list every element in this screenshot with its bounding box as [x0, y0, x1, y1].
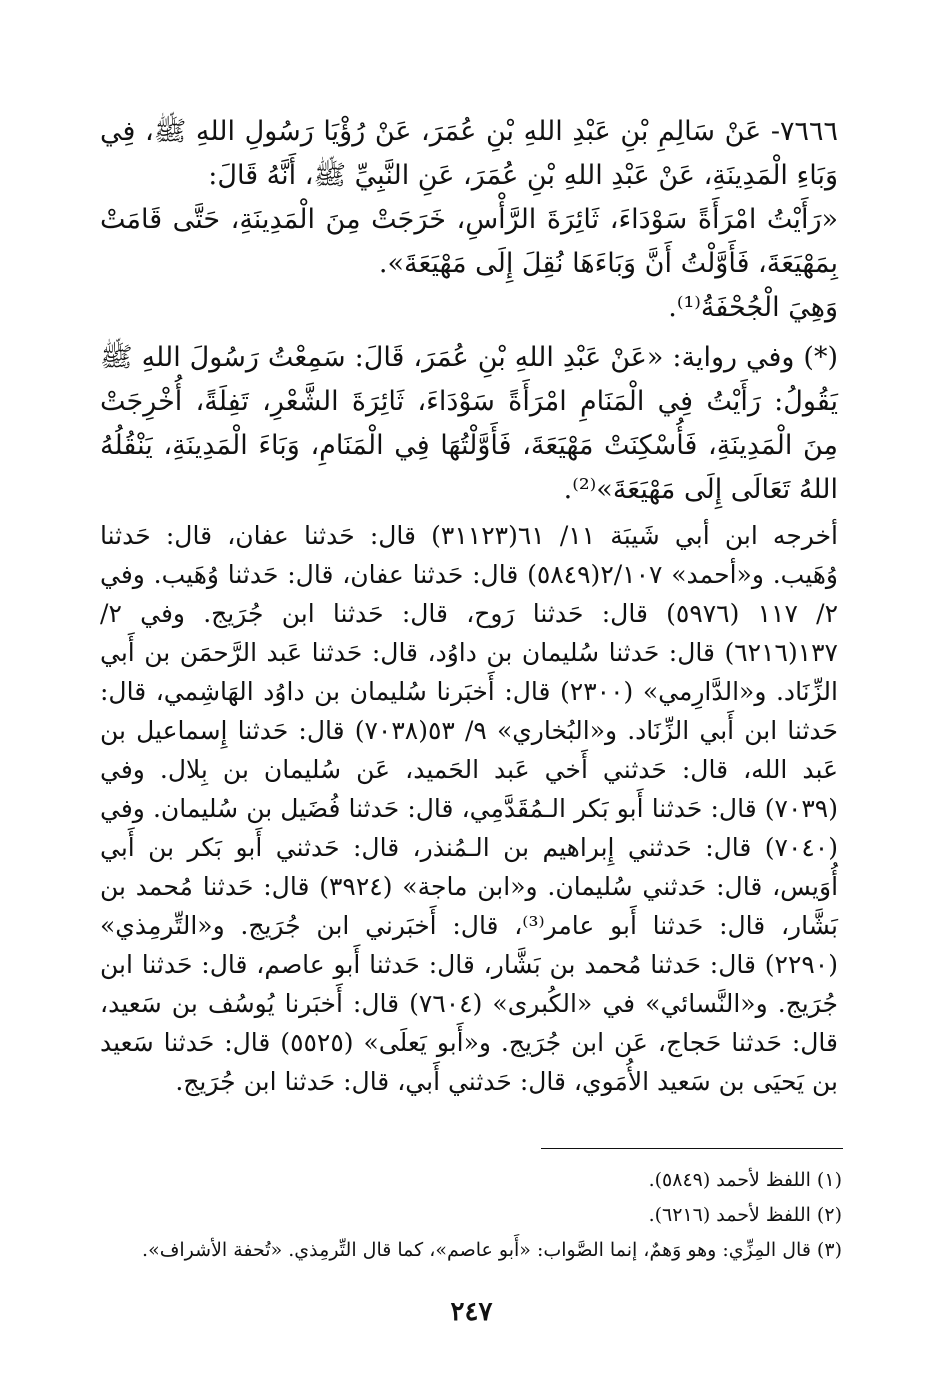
- footnote-divider: [541, 1148, 843, 1149]
- hadith-text: ٧٦٦٦- عَنْ سَالِمِ بْنِ عَبْدِ اللهِ بْنِ عُمَرَ، عَنْ رُؤْيَا رَسُولِ اللهِ ﷺ، فِي وَبَاءِ الْمَدِينَةِ، عَنْ عَبْدِ اللهِ بْنِ عُمَرَ، عَنِ النَّبِيِّ ﷺ، أَنَّهُ قَالَ:: [100, 116, 838, 191]
- takhrij-sources: أخرجه ابن أبي شَيبَة ١١/ ٦١(٣١١٢٣) قال: حَدثنا عفان، قال: حَدثنا وُهَيب. و«أحمد» ٢/١٠٧(٥٨٤٩) قال: حَدثنا عفان، قال: حَدثنا وُهَيب. وفي ٢/ ١١٧ (٥٩٧٦) قال: حَدثنا رَوح، قال: حَدثنا ابن جُرَيج. وفي ٢/ ١٣٧(٦٢١٦) قال: حَدثنا سُليمان بن داوُد، قال: حَدثنا عَبد الرَّحمَن بن أَبي الزِّنَاد. و«الدَّارِمي» (٢٣٠٠) قال: أَخبَرنا سُليمان بن داوُد الهَاشِمي، قال: حَدثنا ابن أَبي الزِّنَاد. و«البُخاري» ٩/ ٥٣(٧٠٣٨) قال: حَدثنا إِسماعيل بن عَبد الله، قال: حَدثني أَخي عَبد الحَميد، عَن سُليمان بن بِلال. وفي (٧٠٣٩) قال: حَدثنا أَبو بَكر الـمُقَدَّمِي، قال: حَدثنا فُضَيل بن سُليمان. وفي (٧٠٤٠) قال: حَدثني إِبراهيم بن الـمُنذر، قال: حَدثني أَبو بَكر بن أَبي أُوَيس، قال: حَدثني سُليمان. و«ابن ماجة» (٣٩٢٤) قال: حَدثنا مُحمد بن بَشَّار، قال: حَدثنا أَبو عامر⁽³⁾، قال: أَخبَرني ابن جُرَيج. و«التِّرمِذي» (٢٢٩٠) قال: حَدثنا مُحمد بن بَشَّار، قال: حَدثنا أَبو عاصم، قال: حَدثنا ابن جُرَيج. و«النَّسائي» في «الكُبرى» (٧٦٠٤) قال: أَخبَرنا يُوسُف بن سَعيد، قال: حَدثنا حَجاج، عَن ابن جُرَيج. و«أَبو يَعلَى» (٥٥٢٥) قال: حَدثنا سَعيد بن يَحيَى بن سَعيد الأُمَوي، قال: حَدثني أَبي، قال: حَدثنا ابن جُرَيج.: [100, 521, 839, 1096]
- variant-narration: (*) وفي رواية: «عَنْ عَبْدِ اللهِ بْنِ عُمَرَ، قَالَ: سَمِعْتُ رَسُولَ اللهِ ﷺ يَقُولُ: رَأَيْتُ فِي الْمَنَامِ امْرَأَةً سَوْدَاءَ، ثَائِرَةَ الشَّعْرِ، تَفِلَةً، أُخْرِجَتْ مِنَ الْمَدِينَةِ، فَأُسْكِنَتْ مَهْيَعَةَ، فَأَوَّلْتُهَا فِي الْمَنَامِ، وَبَاءَ الْمَدِينَةِ، يَنْقُلُهُ اللهُ تَعَالَى إِلَى مَهْيَعَةَ»⁽²⁾.: [100, 342, 838, 505]
- main-body: [100, 110, 838, 1101]
- footnote-1: (١) اللفظ لأحمد (٥٨٤٩).: [648, 1169, 842, 1191]
- hadith-quote: «رَأَيْتُ امْرَأَةً سَوْدَاءَ، ثَائِرَةَ الرَّأْسِ، خَرَجَتْ مِنَ الْمَدِينَةِ، حَتَّى قَامَتْ بِمَهْيَعَةَ، فَأَوَّلْتُ أَنَّ وَبَاءَهَا نُقِلَ إِلَى مَهْيَعَةَ».: [100, 204, 838, 279]
- footnote-2: (٢) اللفظ لأحمد (٦٢١٦).: [648, 1204, 842, 1226]
- footnotes: [100, 1163, 842, 1268]
- hadith-note: وَهِيَ الْجُحْفَةُ⁽¹⁾.: [668, 292, 838, 323]
- page-number: ٢٤٧: [450, 1297, 493, 1327]
- footnote-3: (٣) قال المِزِّي: وهو وَهمٌ، إنما الصَّواب: «أَبو عاصم»، كما قال التِّرمِذي. «تُحفة الأشراف».: [142, 1239, 842, 1261]
